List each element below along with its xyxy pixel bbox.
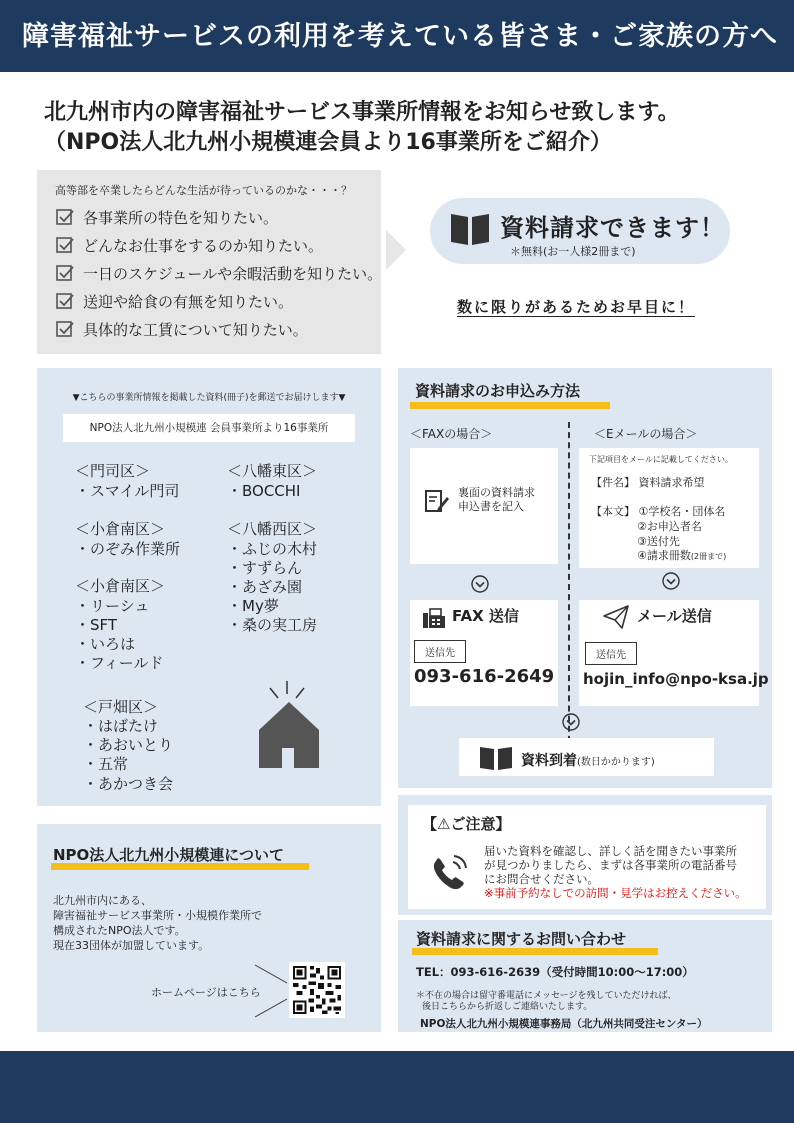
area-heading: ＜小倉南区＞: [75, 577, 166, 595]
arrow-right-icon: [384, 230, 408, 270]
email-tag: 送信先: [585, 642, 637, 665]
contact-org: NPO法人北九州小規模連事務局（北九州共同受注センター）: [420, 1018, 708, 1030]
homepage-label: ホームページはこちら: [151, 986, 261, 999]
area-heading: ＜戸畑区＞: [83, 698, 159, 716]
method-title: 資料請求のお申込み方法: [415, 382, 581, 400]
question-text: どんなお仕事をするのか知りたい。: [83, 236, 324, 255]
checkbox-icon: [55, 291, 75, 311]
question-text: 一日のスケジュールや余暇活動を知りたい。: [83, 264, 383, 283]
arrival-text: [521, 750, 655, 770]
facility-item: ・BOCCHI: [227, 482, 301, 500]
question-text: 各事業所の特色を知りたい。: [83, 208, 279, 227]
fax-icon: [422, 607, 446, 631]
contact-title: 資料請求に関するお問い合わせ: [416, 930, 627, 948]
caution-line: にお問合せください。: [484, 872, 599, 886]
contact-note: 後日こちらから折返しご連絡いたします。: [422, 1002, 593, 1012]
about-line: 構成されたNPO法人です。: [53, 924, 186, 937]
form-edit-icon: [424, 488, 450, 514]
fax-heading: ＜FAXの場合＞: [410, 427, 493, 441]
area-heading: ＜小倉南区＞: [75, 520, 166, 538]
facility-item: ・ふじの木村: [227, 540, 318, 558]
facility-item: ・桑の実工房: [227, 616, 318, 634]
fax-form-box: [410, 448, 558, 564]
checkbox-icon: [55, 263, 75, 283]
about-title: NPO法人北九州小規模連について: [53, 846, 285, 864]
checkbox-icon: [55, 235, 75, 255]
facility-item: ・リーシュ: [75, 597, 150, 615]
checkbox-icon: [55, 319, 75, 339]
area-heading: ＜八幡西区＞: [227, 520, 318, 538]
email-send-title: メール送信: [637, 607, 712, 625]
question-item: [55, 318, 308, 340]
pointer-lines: [251, 961, 293, 1021]
arrival-box: [459, 738, 714, 776]
question-item: [55, 206, 278, 228]
facility-item: ・あかつき会: [83, 775, 174, 793]
email-body-line: [637, 547, 726, 563]
facility-item: ・五常: [83, 755, 129, 773]
arrival-sub: (数日かかります): [577, 757, 655, 768]
column-divider: [568, 422, 570, 752]
question-item: [55, 262, 382, 284]
request-title: 資料請求できます！: [500, 214, 725, 242]
fax-tag: 送信先: [414, 640, 466, 663]
facility-item: ・あざみ園: [227, 578, 303, 596]
arrival-label: 資料到着: [521, 753, 577, 769]
checkbox-icon: [55, 207, 75, 227]
email-note: 下記項目をメールに記載してください。: [589, 455, 733, 464]
facility-item: ・すずらん: [227, 559, 303, 577]
request-pill: [430, 198, 730, 264]
qr-code[interactable]: [289, 962, 345, 1018]
limited-notice: 数に限りがあるためお早目に！: [457, 298, 696, 316]
facility-item: ・あおいとり: [83, 736, 174, 754]
facility-item: ・フィールド: [75, 654, 164, 672]
facility-item: ・のぞみ作業所: [75, 540, 181, 558]
email-body-text: ④請求冊数: [637, 549, 691, 562]
caution-inner: [408, 805, 766, 909]
chevron-down-circle-icon: [662, 572, 680, 590]
contact-note: ＊不在の場合は留守番電話にメッセージを残していただければ、: [416, 991, 677, 1001]
area-heading: ＜八幡東区＞: [227, 462, 318, 480]
chevron-down-circle-icon: [562, 713, 580, 731]
email-address[interactable]: hojin_info@npo-ksa.jp: [583, 670, 769, 688]
about-line: 現在33団体が加盟しています。: [53, 939, 210, 952]
contact-tel[interactable]: TEL：093-616-2639（受付時間10:00～17:00）: [416, 965, 694, 979]
email-body-label: 【本文】 ①学校名・団体名: [591, 505, 726, 518]
email-subject: 【件名】 資料請求希望: [591, 476, 705, 489]
facilities-panel: [37, 368, 381, 806]
caution-warning: ※事前予約なしでの訪問・見学はお控えください。: [484, 886, 747, 900]
caution-line: が見つかりましたら、まずは各事業所の電話番号: [484, 858, 737, 872]
lead-line-2: （NPO法人北九州小規模連会員より16事業所をご紹介）: [44, 130, 612, 155]
lead-line-1: 北九州市内の障害福祉サービス事業所情報をお知らせ致します。: [44, 100, 680, 125]
facility-item: ・はばたけ: [83, 717, 159, 735]
caution-panel: [398, 795, 772, 915]
email-content-box: [579, 448, 759, 568]
fax-form-line: 申込書を記入: [458, 500, 524, 513]
footer-band: [0, 1051, 794, 1123]
facilities-label: NPO法人北九州小規模連 会員事業所より16事業所: [63, 414, 355, 442]
question-text: 送迎や給食の有無を知りたい。: [83, 292, 294, 311]
book-icon: [479, 745, 513, 771]
about-line: 北九州市内にある、: [53, 894, 152, 907]
fax-send-box: [410, 600, 558, 706]
area-heading: ＜門司区＞: [75, 462, 151, 480]
contact-panel: [398, 920, 772, 1032]
facility-item: ・スマイル門司: [75, 482, 180, 500]
fax-form-text: [458, 486, 535, 514]
fax-number[interactable]: 093-616-2649: [414, 666, 555, 687]
method-panel: [398, 368, 772, 788]
request-note: ＊無料(お一人様2冊まで): [510, 245, 636, 258]
facilities-notice: ▼こちらの事業所情報を掲載した資料(冊子)を郵送でお届けします▼: [72, 393, 346, 403]
book-icon: [450, 212, 490, 246]
title-underline: [412, 948, 658, 955]
email-send-box: [579, 600, 769, 706]
email-body-sub: (2冊まで): [690, 552, 727, 561]
questions-box: [37, 170, 381, 354]
email-heading: ＜Eメールの場合＞: [594, 427, 698, 441]
email-body-line: ③送付先: [637, 535, 680, 548]
paper-plane-icon: [603, 605, 629, 629]
facility-item: ・いろは: [75, 635, 136, 653]
questions-intro: 高等部を卒業したらどんな生活が待っているのかな・・・？: [55, 184, 352, 197]
question-item: [55, 234, 323, 256]
question-item: [55, 290, 293, 312]
fax-send-title: FAX 送信: [452, 607, 519, 625]
about-line: 障害福祉サービス事業所・小規模作業所で: [53, 909, 262, 922]
phone-icon: [428, 851, 472, 895]
chevron-down-circle-icon: [471, 575, 489, 593]
caution-line: 届いた資料を確認し、詳しく話を聞きたい事業所: [484, 844, 737, 858]
fax-form-line: 裏面の資料請求: [458, 486, 535, 499]
page-title: 障害福祉サービスの利用を考えている皆さま・ご家族の方へ: [22, 21, 778, 52]
facility-item: ・SFT: [75, 616, 118, 634]
about-panel: [37, 824, 381, 1032]
email-body-line: ②お申込者名: [637, 520, 702, 533]
facility-item: ・My夢: [227, 597, 279, 615]
house-icon: [252, 676, 322, 768]
caution-title: 【⚠ご注意】: [422, 815, 511, 833]
title-underline: [410, 402, 610, 409]
question-text: 具体的な工賃について知りたい。: [83, 320, 308, 339]
